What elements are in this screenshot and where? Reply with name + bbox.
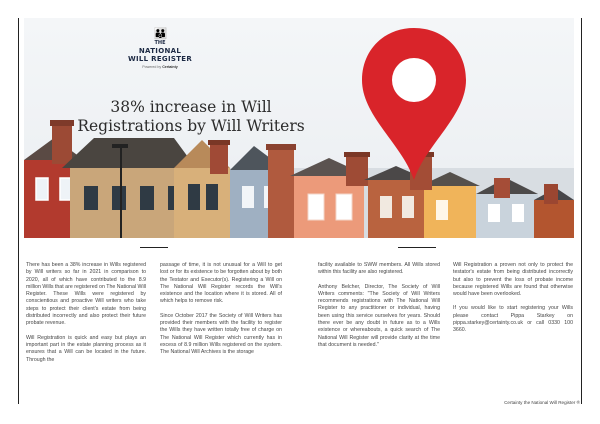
hero-banner xyxy=(24,18,574,238)
article-column-3 xyxy=(318,262,440,356)
logo-powered-by xyxy=(120,65,200,69)
footer-credit: Certainty the National Will Register ® xyxy=(504,400,580,405)
paragraph: Since October 2017 the Society of Will Writers has provided their members with the facility to register the Wills they have written totally free of charge on The National Will Register which currently has in excess of 8.9 million Wills registered on the system. The National Will Archives is the storage xyxy=(160,312,282,356)
right-edge-line xyxy=(581,18,582,404)
page-title-line1: 38% increase in Will xyxy=(110,98,272,116)
article-column-4 xyxy=(453,262,573,342)
logo-the: THE xyxy=(154,40,166,46)
map-pin-icon xyxy=(354,24,474,184)
article-column-1 xyxy=(26,262,146,371)
section-divider-left xyxy=(140,247,168,248)
paragraph: facility available to SWW members. All Wills stored within this facility are also registered. xyxy=(318,262,440,276)
logo-name-line1: NATIONAL xyxy=(138,47,182,55)
paragraph: passage of time, it is not unusual for a Will to get lost or for its existence to be forgotten about by both the Testator and Executor(s). Registering a Will on The National Will Register records the Will's existence and the location where it is stored. All of which helps to remove risk. xyxy=(160,262,282,305)
logo xyxy=(120,28,200,69)
parent-brand: Certainty xyxy=(162,65,178,69)
paragraph: If you would like to start registering your Wills please contact Pippa Starkey on pippa.starkey@certainty.co.uk or call 0330 100 3660. xyxy=(453,305,573,334)
section-divider-right xyxy=(398,247,436,248)
article-column-2 xyxy=(160,262,282,364)
logo-name-line2: WILL REGISTER xyxy=(127,55,193,63)
paragraph: Anthony Belcher, Director, The Society of Will Writers comments: "The Society of Will Writers recommends registrations with The National Will Register to any practitioner or individual, having been using this service ourselves for years. Should there ever be any doubt in future as to a Wills existence or whereabouts, a quick search of The National Will Register will provide clarity at the time that document is needed." xyxy=(318,283,440,348)
paragraph: Will Registration is quick and easy but plays an important part in the estate planning process as it ensures that a Will can be located in the future. Through the xyxy=(26,334,146,363)
page-title xyxy=(66,98,316,136)
paragraph: There has been a 38% increase in Wills registered by Will writers so far in 2021 in comparison to 2020, all of which have contributed to the 8.9 million Wills that are registered on The National Will Register. These Wills were registered by conscientious and proactive Will writers who take steps to protect their client's estate from being distributed incorrectly and also protect their future probate revenue. xyxy=(26,262,146,327)
left-edge-line xyxy=(18,18,19,404)
family-figures-icon: 👪 xyxy=(153,28,167,40)
paragraph: Will Registration a proven not only to protect the testator's estate from being distributed incorrectly but also to prevent the loss of probate income because registered Wills are found that otherwise would have been overlooked. xyxy=(453,262,573,298)
page-title-line2: Registrations by Will Writers xyxy=(77,117,305,135)
powered-by-text: Powered by xyxy=(142,65,162,69)
